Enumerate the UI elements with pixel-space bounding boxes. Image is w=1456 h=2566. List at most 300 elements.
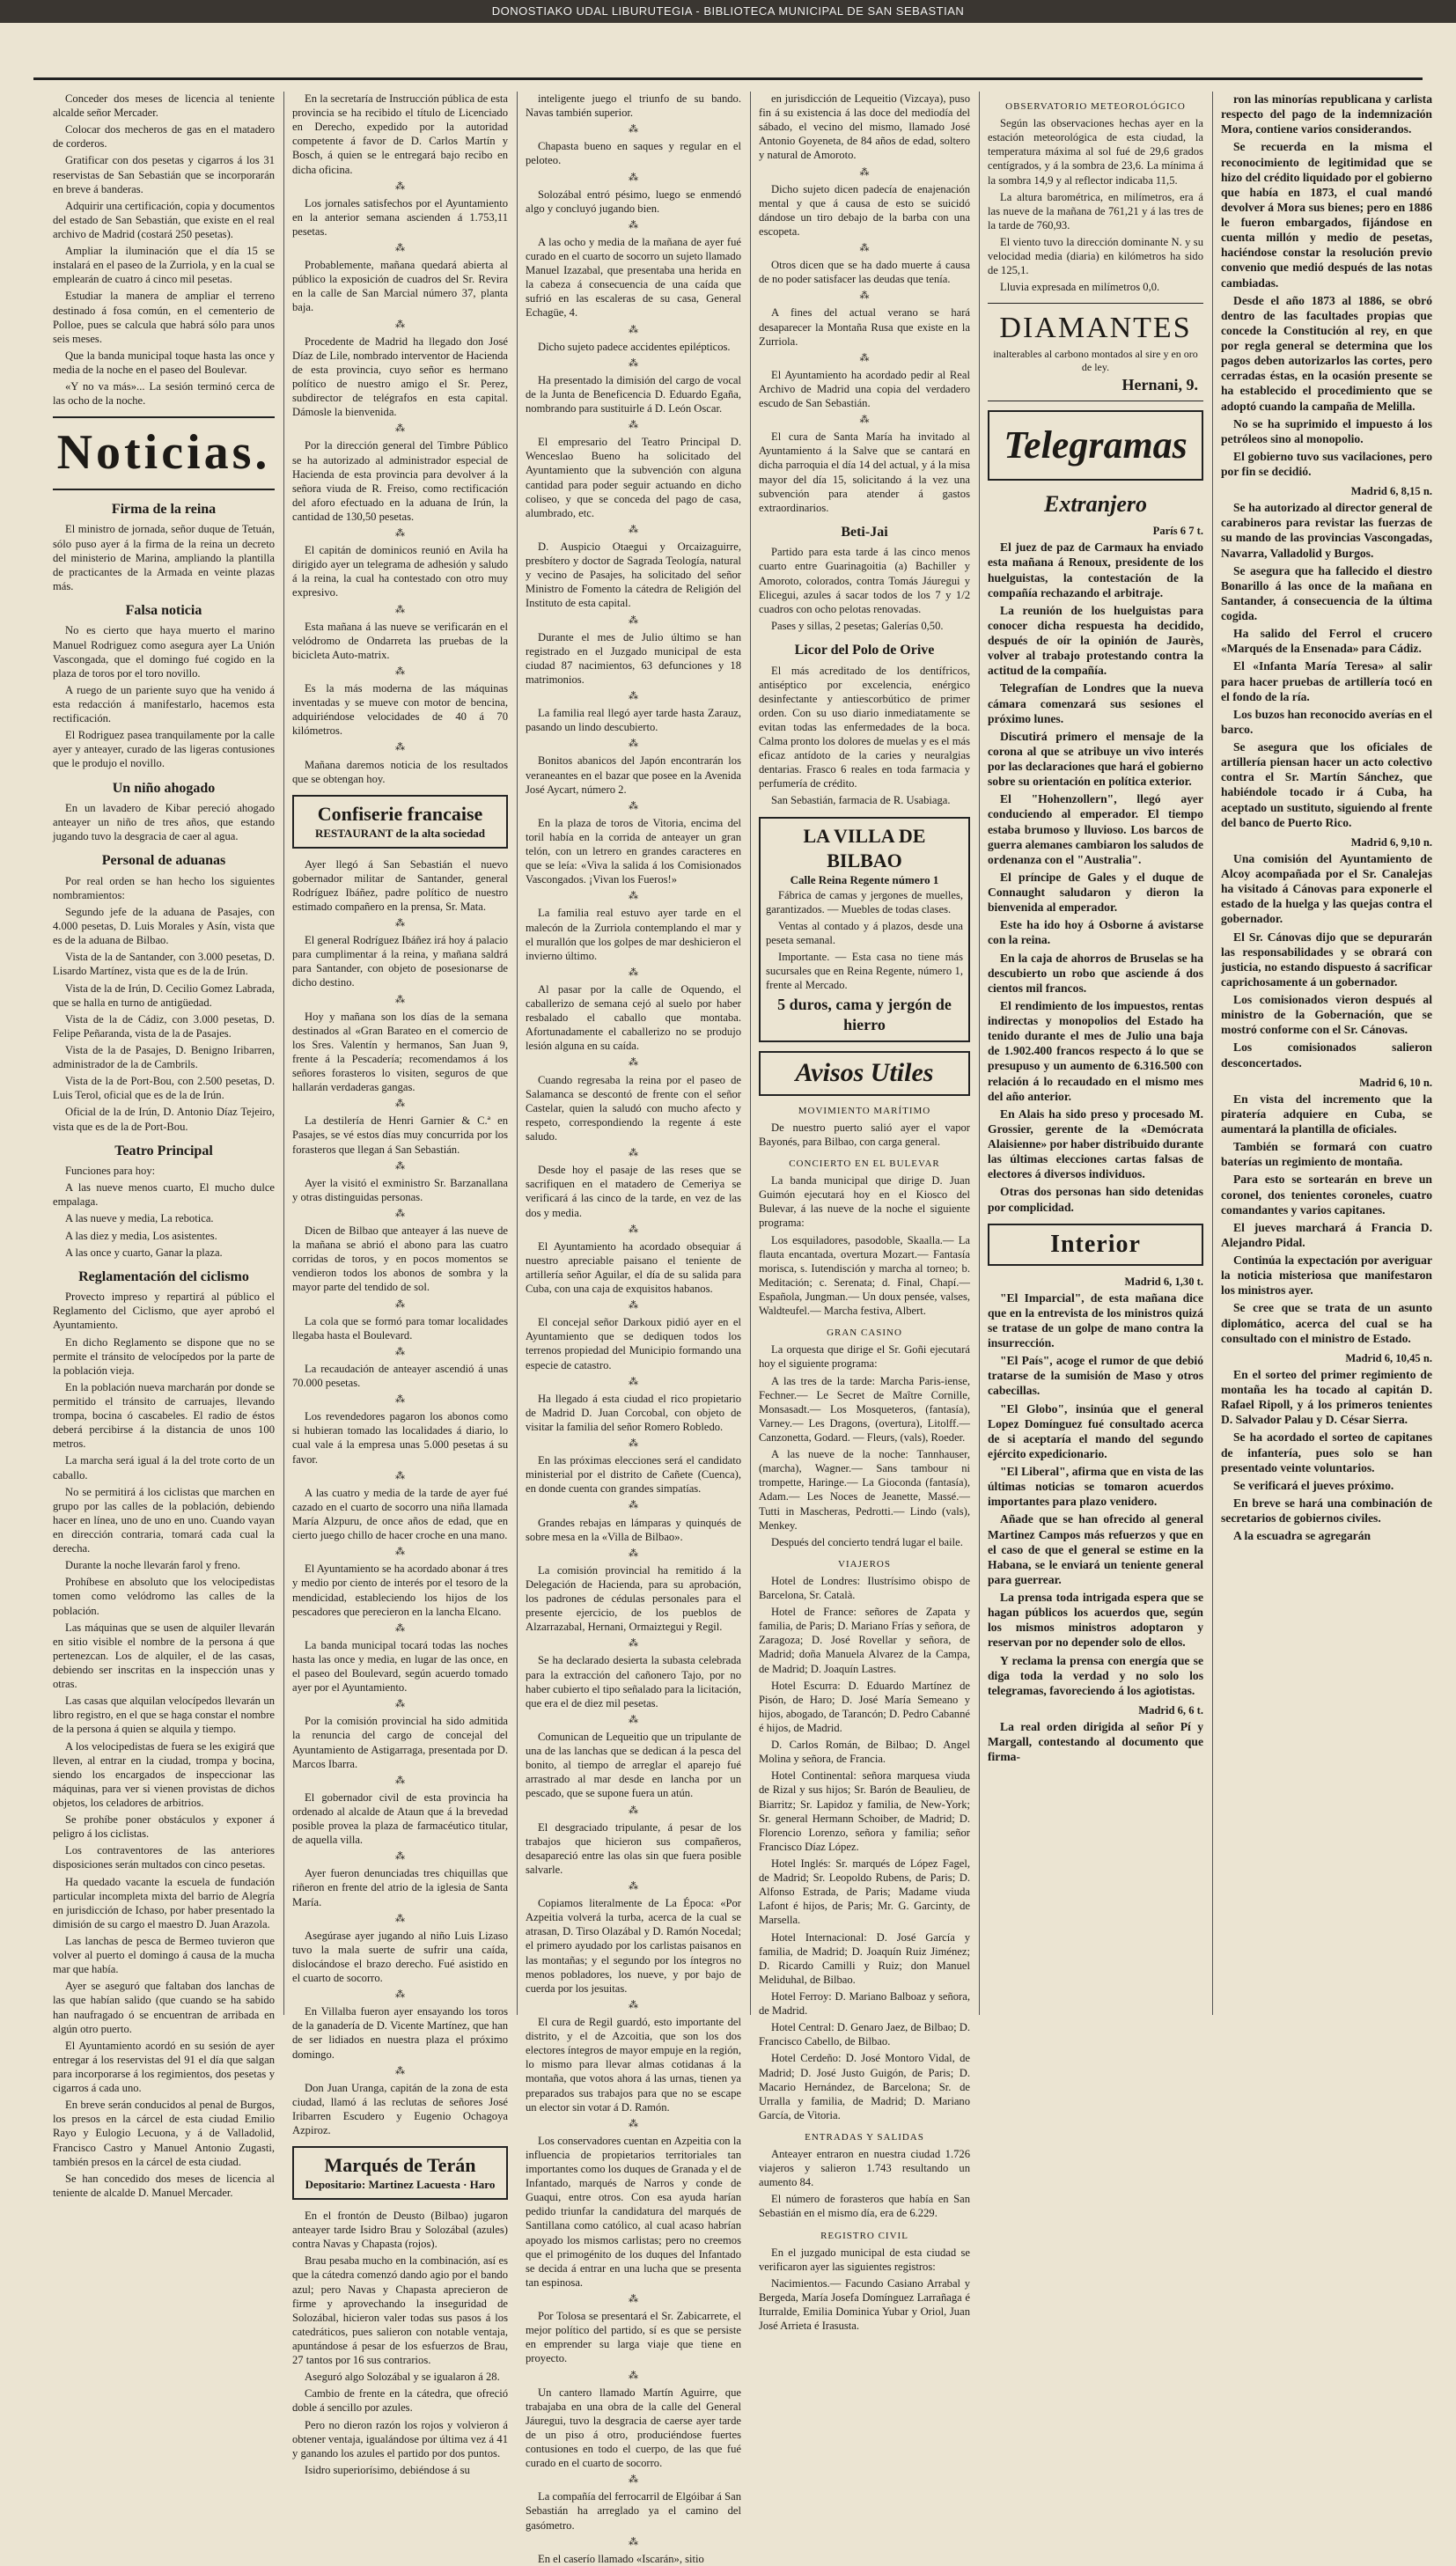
paragraph: Partido para esta tarde á las cinco menos cuarto entre Guarinagoitia (a) Bachiller y Amoroto, colorados, contra Tomás Jáuregui y Elicegui, azules á sacar todos de los 7 y 1/2 cuadros con ocho pelotas renovadas. (759, 546, 970, 615)
paragraph: El cura de Regil guardó, esto importante del distrito, y el de Azcoitia, que son los dos electores íntegros de mayor empuje en la región, lo mismo para llevar almas cotidanas á la montaña, que votos ahora á las urnas, tienen ya preparados sus trabajos para que no se escape un elector sin votar á D. Ramón. (526, 2015, 741, 2114)
telegram-dateline: Madrid 6, 10 n. (1359, 1076, 1432, 1089)
separator-asterism-icon: ⁂ (629, 967, 638, 978)
ad-villa-duros: 5 duros, cama y jergón de hierro (777, 996, 952, 1034)
telegram-paragraph: El gobierno tuvo sus vacilaciones, pero por fin se decidió. (1221, 449, 1432, 478)
separator-asterism-icon: ⁂ (859, 166, 870, 178)
telegram-paragraph: Discutirá primero el mensaje de la corona al que se atribuye un vivo interés por las declaraciones que hará el gobierno sobre su orientación en política exterior. (988, 729, 1203, 789)
paragraph: Los jornales satisfechos por el Ayuntamiento en la anterior semana ascienden á 1.753,11 pesetas. (292, 196, 508, 238)
separator-asterism-icon: ⁂ (629, 2118, 638, 2129)
news-items-a (292, 92, 508, 786)
paragraph: Solozábal entró pésimo, luego se enmendó algo y concluyó jugando bien. (526, 187, 741, 215)
paragraph: Se prohíbe poner obstáculos y exponer á peligro á los ciclistas. (53, 1813, 275, 1841)
paragraph: Vista de la de Pasajes, D. Benigno Iribarren, administrador de la de Cambrils. (53, 1044, 275, 1071)
paragraph: La cola que se formó para tomar localidades llegaba hasta el Boulevard. (292, 1314, 508, 1342)
article-licor (759, 664, 970, 808)
paragraph: Pases y sillas, 2 pesetas; Galerías 0,50. (771, 619, 944, 632)
paragraph: Oficial de la de Irún, D. Antonio Díaz Tejeiro, vista que es de la de Port-Bou. (53, 1106, 275, 1133)
paragraph: inteligente juego el triunfo de su bando. Navas también superior. (526, 92, 741, 120)
paragraph: Dicho sujeto padece accidentes epilépticos. (538, 340, 731, 353)
separator-asterism-icon: ⁂ (629, 1224, 638, 1235)
separator-asterism-icon: ⁂ (629, 1300, 638, 1312)
separator-asterism-icon: ⁂ (395, 1346, 405, 1357)
paragraph: La marcha será igual á la del trote corto de un caballo. (53, 1454, 275, 1482)
separator-asterism-icon: ⁂ (629, 1999, 638, 2011)
column-divider (1212, 92, 1213, 2015)
paragraph: Lluvia expresada en milímetros 0,0. (1000, 281, 1160, 294)
separator-asterism-icon: ⁂ (859, 243, 870, 254)
paragraph: Durante la noche llevarán farol y freno. (65, 1559, 240, 1572)
telegram-paragraph: Para esto se sortearán en breve un coronel, dos tenientes coroneles, cuatro comandantes y varios capitanes. (1221, 1173, 1432, 1217)
telegram-paragraph: A la escuadra se agregarán (1233, 1529, 1371, 1543)
paragraph: Hotel Cerdeño: D. José Montoro Vidal, de Madrid; D. José Justo Guigón, de Paris; D. Macario Hernández, de Barcelona; Sr. de Urralla y familia, de Madrid; D. Mariano García, de Vitoria. (759, 2052, 970, 2121)
paragraph: A los velocipedistas de fuera se les exigirá que lleven, al entrar en la ciudad, trompa y bocina, siendo los encargados de inspeccionar las máquinas, para ver si vienen provistas de dichos objetos, los celadores de arbitrios. (53, 1739, 275, 1809)
separator-asterism-icon: ⁂ (629, 420, 638, 431)
paragraph: Pero no dieron razón los rojos y volvieron á obtener ventaja, igualándose por última vez á 41 y ganando los azules el partido por dos puntos. (292, 2418, 508, 2459)
headline-gran-casino: GRAN CASINO (827, 1327, 902, 1339)
separator-asterism-icon: ⁂ (629, 524, 638, 535)
separator-asterism-icon: ⁂ (629, 324, 638, 335)
paragraph: Prohíbese en absoluto que los velocipedistas tomen como velódromo las calles de la población. (53, 1576, 275, 1617)
telegram-paragraph: Desde el año 1873 al 1886, se obró dentro de las facultades propias que concede la Constitución al rey, en que por regla general se determina que los pagos deben autorizarlos las cortes, pero cerradas éstas, en la ocasión presente se ha establecido el procedimiento que se adoptó cuando la campaña de Melilla. (1221, 293, 1432, 413)
paragraph: A las nueve y media, La rebotica. (65, 1212, 214, 1225)
telegram-paragraph: En Alais ha sido preso y procesado M. Grossier, gerente de la «Demócrata Alaisienne» por haber distribuido durante las últimas elecciones cartas falsas de electores á diversos individuos. (988, 1107, 1203, 1181)
separator-asterism-icon: ⁂ (629, 2370, 638, 2381)
separator-asterism-icon: ⁂ (859, 352, 870, 364)
column-1 (53, 92, 275, 2199)
telegram-paragraph: El jueves marchará á Francia D. Alejandro Pidal. (1221, 1220, 1432, 1249)
separator-asterism-icon: ⁂ (629, 2294, 638, 2305)
paragraph: Vista de la de Cádiz, con 3.000 pesetas, D. Felipe Peñaranda, vista de la de Pasajes. (53, 1012, 275, 1040)
article-concierto (759, 1173, 970, 1318)
interior-banner (988, 1224, 1203, 1266)
headline-nino-ahogado: Un niño ahogado (112, 780, 216, 796)
paragraph: Isidro superiorísimo, debiéndose á su (305, 2463, 470, 2476)
column-4 (759, 92, 970, 2333)
separator-asterism-icon: ⁂ (629, 614, 638, 626)
separator-asterism-icon: ⁂ (629, 1714, 638, 1725)
paragraph: El concejal señor Darkoux pidió ayer en el Ayuntamiento que se dediquen todos los terrenos propiedad del Municipio formando una especie de catastro. (526, 1316, 741, 1371)
article-beti-jai (759, 545, 970, 633)
paragraph: Ha llegado á esta ciudad el rico propietario de Madrid D. Juan Corcobal, con objeto de visitar la familia del señor Romero Robledo. (526, 1392, 741, 1433)
paragraph: Según las observaciones hechas ayer en la estación meteorológica de esta ciudad, la temperatura máxima al sol fué de 29,6 grados centígrados, y á la sombra de 23,6. La mínima á la sombra 14,9 y al reflector indicaba 11,5. (988, 117, 1203, 187)
paragraph: Por Tolosa se presentará el Sr. Zabicarrete, el mejor político del partido, sí es que se persiste en emprender su larga viaje que tiene en proyecto. (526, 2310, 741, 2365)
paragraph: El Rodriguez pasea tranquilamente por la calle ayer y anteayer, curado de las ligeras contusiones que le produjo el novillo. (53, 729, 275, 770)
separator-asterism-icon: ⁂ (629, 1881, 638, 1893)
paragraph: «Y no va más»... La sesión terminó cerca de las ocho de la noche. (53, 380, 275, 408)
telegramas-banner (988, 410, 1203, 481)
headline-falsa-noticia: Falsa noticia (125, 602, 202, 618)
article-entradas (759, 2147, 970, 2221)
paragraph: Hotel de Londres: Ilustrísimo obispo de Barcelona, Sr. Català. (759, 1574, 970, 1602)
paragraph: Importante. — Esta casa no tiene más sucursales que en Reina Regente, número 1, frente al Mercado. (766, 950, 963, 992)
paragraph: El empresario del Teatro Principal D. Wenceslao Bueno ha solicitado del Ayuntamiento que la subvención con alguna cantidad para poder seguir actuando en dicho coliseo, y que se conceda del pago de casa, alumbrado, etc. (526, 436, 741, 519)
telegram-dateline: Madrid 6, 8,15 n. (1350, 485, 1432, 498)
paragraph: Ayer se aseguró que faltaban dos lanchas de las que habían salido (que cuando se ha sabido han naufragado ó se encuentran de arribada en algún otro puerto. (53, 1980, 275, 2035)
telegram-dateline: Madrid 6, 9,10 n. (1350, 835, 1432, 849)
telegram-paragraph: Se asegura que ha fallecido el diestro Bonarillo á las once de la mañana en Santander, á consecuencia de la última cogida. (1221, 563, 1432, 623)
paragraph: Los revendedores pagaron los abonos como si hubieran tomado las localidades á diario, lo cual vale á la empresa unas 5.000 pesetas á su favor. (292, 1410, 508, 1466)
paragraph: El capitán de dominicos reunió en Avila ha dirigido ayer un telegrama de adhesión y saludo á la reina, la cual ha contestado con otro muy expresivo. (292, 544, 508, 599)
paragraph: El desgraciado tripulante, á pesar de los trabajos que hicieron sus compañeros, desapareció entre las olas sin que fuera posible salvarle. (526, 1820, 741, 1876)
paragraph: Segundo jefe de la aduana de Pasajes, con 4.000 pesetas, D. Luis Morales y Asín, vista que es de la aduana de Bilbao. (53, 906, 275, 947)
ad-confiserie (292, 795, 508, 849)
separator-asterism-icon: ⁂ (629, 1805, 638, 1816)
separator-asterism-icon: ⁂ (395, 1913, 405, 1924)
separator-asterism-icon: ⁂ (629, 1376, 638, 1387)
paragraph: Ayer la visitó el exministro Sr. Barzanallana y otras distinguidas personas. (292, 1176, 508, 1203)
telegram-dateline: París 6 7 t. (1152, 525, 1203, 538)
telegram-paragraph: Los comisionados vieron después al ministro de la Gobernación, que se mostró conforme con el Sr. Cánovas. (1221, 993, 1432, 1037)
headline-registro: REGISTRO CIVIL (820, 2230, 908, 2241)
separator-asterism-icon: ⁂ (395, 1099, 405, 1110)
paragraph: Hotel de France: señores de Zapata y familia, de Paris; D. Mariano Frías y señora, de Zaragoza; D. José Rovellar y señora, de Madrid; doña Manuela Alvarez de la Campa, de Madrid; D. Joaquín Lastres. (759, 1606, 970, 1675)
news-items-b (292, 857, 508, 2138)
paragraph: Cuando regresaba la reina por el paseo de Salamanca se descontó de frente con el señor Castelar, quien la saludó con mucho afecto y respeto, correspondiendo la regente á este saludo. (526, 1073, 741, 1143)
column-divider (283, 92, 284, 2015)
separator-asterism-icon: ⁂ (395, 243, 405, 254)
separator-asterism-icon: ⁂ (395, 1394, 405, 1406)
paragraph: Colocar dos mecheros de gas en el matadero de corderos. (53, 123, 275, 151)
ad-villa-body (766, 888, 963, 993)
paragraph: A las tres de la tarde: Marcha Paris-iense, Fechner.— Le Secret de Maître Cornille, Monsasadt.— Los Mosqueteros, (fantasía), Varney.— Les Dragons, (overtura), Litolff.— Canzonetta, Godard. — Fleurs, (vals), Roeder. (759, 1374, 970, 1444)
paragraph: En el juzgado municipal de esta ciudad se verificaron ayer las siguientes registros: (759, 2246, 970, 2273)
paragraph: Aseguró algo Solozábal y se igualaron á 28. (305, 2371, 500, 2384)
paragraph: El viento tuvo la dirección dominante N. y su velocidad media (diaria) en kilómetros ha sido de 125,1. (988, 235, 1203, 277)
telegrams-extranjero (988, 524, 1203, 996)
telegram-paragraph: El príncipe de Gales y el duque de Connaught saludaron y dieron la bienvenida al emperador. (988, 870, 1203, 915)
telegram-paragraph: "El Liberal", afirma que en vista de las últimas noticias se tomaron acuerdos importantes para plazo venidero. (988, 1465, 1203, 1509)
telegram-paragraph: Se ha acordado el sorteo de capitanes de infantería, pues solo se han presentado veinte voluntarios. (1221, 1430, 1432, 1474)
headline-extranjero: Extranjero (1043, 490, 1148, 517)
separator-asterism-icon: ⁂ (629, 172, 638, 183)
paragraph: El Ayuntamiento acordó en su sesión de ayer entregar á los reservistas del 91 el día que salgan para incorporarse á los regimientos, dos pesetas y cigarros á cada uno. (53, 2039, 275, 2095)
separator-asterism-icon: ⁂ (395, 1699, 405, 1710)
paragraph: Después del concierto tendrá lugar el baile. (771, 1535, 963, 1548)
paragraph: En breve serán conducidos al penal de Burgos, los presos en la cárcel de esta ciudad Emilio Rayo y Eulogio Lecuona, y á de Valladolid, Francisco Castro y Manuel Antonio Zugasti, también presos en la cárcel de esta ciudad. (53, 2099, 275, 2168)
separator-asterism-icon: ⁂ (629, 1148, 638, 1159)
separator-asterism-icon: ⁂ (395, 1160, 405, 1172)
paragraph: El número de forasteros que había en San Sebastián en el mismo día, era de 6.229. (759, 2193, 970, 2220)
telegram-paragraph: Se verificará el jueves próximo. (1233, 1478, 1394, 1492)
paragraph: El Ayuntamiento se ha acordado abonar á tres y medio por ciento de interés por el tesoro de la mendicidad, estableciendo los hijos de los pescadores que perecieron en la lancha Elcano. (292, 1562, 508, 1618)
article-ciclismo (53, 1290, 275, 2200)
paragraph: Se han concedido dos meses de licencia al teniente de alcalde D. Manuel Mercader. (53, 2172, 275, 2199)
paragraph: Los esquiladores, pasodoble, Skaalla.— La flauta encantada, overtura Mozart.— Fantasía morisca, s. Iutendisción y marcha al torneo; b. Meditación; c. Serenata; d. Final, Chapí.— Española, Jungman.— Un doux pensée, valses, Waldteufel.— Marcha festiva, Albert. (759, 1233, 970, 1318)
headline-beti-jai: Beti-Jai (841, 524, 888, 540)
telegram-paragraph: La reunión de los huelguistas para conocer dicha respuesta ha decidido, después de oír la opinión de Jaurès, volver al trabajo protestando contra la actitud de la compañía. (988, 603, 1203, 678)
headline-maritimo: MOVIMIENTO MARÍTIMO (798, 1105, 931, 1116)
paragraph: A las diez y media, Los asistentes. (65, 1229, 217, 1242)
telegram-paragraph: También se formará con cuatro baterías un regimiento de montaña. (1221, 1140, 1432, 1169)
paragraph: Estudiar la manera de ampliar el terreno destinado á fosa común, en el cementerio de Polloe, pues se calcula que habrá sólo para unos seis meses. (53, 290, 275, 345)
telegram-paragraph: Y reclama la prensa con energía que se diga toda la verdad y no solo los telegramas, favoreciendo á los agiotistas. (988, 1653, 1203, 1697)
paragraph: Ayer llegó á San Sebastián el nuevo gobernador militar de Santander, general Rodríguez Ibáñez, padre político de nuestro estimado compañero en la prensa, Sr. Mata. (292, 857, 508, 913)
headline-viajeros: VIAJEROS (838, 1558, 891, 1570)
paragraph: Dicho sujeto dicen padecía de enajenación mental y que á causa de esto se suicidó dándose un tiro debajo de la barba con una escopeta. (759, 182, 970, 238)
paragraph: A las nueve de la noche: Tannhauser, (marcha), Wagner.— Sans tambour ni trompette, Haringe.— La Gioconda (fantasía), Adam.— Les Noces de Jeanette, Massé.— Tutti in Mascheras, Pedrotti.— Lindo (vals), Menkey. (759, 1448, 970, 1532)
telegram-paragraph: En vista del incremento que la piratería adquiere en Cuba, se aumentará la plantilla de oficiales. (1221, 1092, 1432, 1136)
paragraph: Comunican de Lequeitio que un tripulante de una de las lanchas que se dedican á la pesca del bonito, al tiempo de arreglar el aparejo fué arrastrado al mar desde en lancha por un pescado, que se supone fuera un atún. (526, 1730, 741, 1800)
paragraph: Las máquinas que se usen de alquiler llevarán en sitio visible el nombre de la persona á que pertenezcan. Los de alquiler, el de las casas, debiendo ser inscritas en la inspección unas y otras. (53, 1621, 275, 1691)
paragraph: Las lanchas de pesca de Bermeo tuvieron que volver al puerto el domingo á causa de la mucha mar que había. (53, 1934, 275, 1976)
telegram-paragraph: En la caja de ahorros de Bruselas se ha descubierto un robo que asciende á dos cientos mil francos. (988, 951, 1203, 995)
separator-asterism-icon: ⁂ (395, 1989, 405, 2001)
telegram-paragraph: El rendimiento de los impuestos, rentas indirectas y monopolios del Estado ha tenido durante el mes de Julio una baja de 1.902.400 francos respecto á lo que se presupuso y un aumento de 6.316.500 con relación á lo recaudado en el mismo mes del año anterior. (988, 998, 1203, 1103)
paragraph: En la secretaría de Instrucción pública de esta provincia se ha recibido el título de Licenciado en Derecho, expedido por la autoridad competente á favor de D. Carlos Martín y Bosch, á quien se le entregará bajo recibo en dicha oficina. (292, 92, 508, 176)
section-title-noticias: Noticias. (53, 416, 275, 490)
paragraph: La altura barométrica, en milímetros, era á las nueve de la mañana de 761,21 y á las tres de la tarde de 760,93. (988, 190, 1203, 232)
paragraph: Fábrica de camas y jergones de muelles, garantizados. — Muebles de todas clases. (766, 888, 963, 915)
paragraph: No es cierto que haya muerto el marino Manuel Rodriguez como asegura ayer La Unión Vascongada, que el domingo fué cogido en la plaza de toros por el toro novillo. (53, 624, 275, 680)
paragraph: En las próximas elecciones será el candidato ministerial por el distrito de Cañete (Cuenca), en donde cuenta con grandes simpatías. (526, 1454, 741, 1496)
article-maritimo: De nuestro puerto salió ayer el vapor Bayonés, para Bilbao, con carga general. (759, 1121, 970, 1148)
paragraph: Hotel Ferroy: D. Mariano Balboaz y señora, de Madrid. (759, 1989, 970, 2018)
separator-asterism-icon: ⁂ (395, 2065, 405, 2077)
paragraph: Cambio de frente en la cátedra, que ofreció doble á sencillo por azules. (292, 2387, 508, 2415)
avisos-utiles-title: Avisos Utiles (795, 1058, 934, 1088)
paragraph: en jurisdicción de Lequeitio (Vizcaya), puso fin á su existencia á las doce del mediodía del sábado, el vecino del mismo, llamado José Antonio Goyeneta, de 84 años de edad, soltero y natural de Amoroto. (759, 92, 970, 162)
separator-asterism-icon: ⁂ (629, 357, 638, 369)
paragraph: Hoy y mañana son los días de la semana destinados al «Gran Barateo en el comercio de los Sres. Valentín y hermanos, San Juan 9, frente á la Pescadería; recomendamos á los señores forasteros lo visiten, seguros de que hallarán verdaderas gangas. (292, 1010, 508, 1094)
paragraph: A las nueve menos cuarto, El mucho dulce empalaga. (53, 1181, 275, 1209)
article-aduanas (53, 874, 275, 1134)
ad-diamantes-address: Hernani, 9. (1121, 375, 1198, 393)
telegram-paragraph: En breve se hará una combinación de secretarios de gobiernos civiles. (1221, 1496, 1432, 1526)
paragraph: Que la banda municipal toque hasta las once y media de la noche en el paseo del Boulevar. (53, 349, 275, 376)
paragraph: Asegúrase ayer jugando al niño Luis Lizaso tuvo la mala suerte de sufrir una caída, dislocándose el brazo derecho. Fué asistido en el cuarto de socorro. (292, 1929, 508, 1985)
telegram-paragraph: Telegrafían de Londres que la nueva cámara comenzará sus sesiones el próximo lunes. (988, 681, 1203, 725)
ad-confiserie-subtitle: RESTAURANT de la alta sociedad (314, 826, 486, 840)
headline-licor: Licor del Polo de Orive (794, 643, 935, 658)
column-divider (750, 92, 751, 2015)
separator-asterism-icon: ⁂ (629, 739, 638, 750)
separator-asterism-icon: ⁂ (395, 1547, 405, 1558)
paragraph: Hotel Continental: señora marquesa viuda de Rizal y sus hijos; Sr. Barón de Beaulieu, de Biarritz; Sr. Lapidoz y familia, de New-York; Sr. general Hermann Schoiber, de Madrid; D. Florencio Lorenzo, señora y familia; señor Francisco Díaz López. (759, 1769, 970, 1853)
separator-asterism-icon: ⁂ (395, 528, 405, 540)
paragraph: El Ayuntamiento ha acordado obsequiar á nuestro apreciable paisano el teniente de artillería señor Aguilar, el día de su salida para Cuba, con una caja de exquisitos habanos. (526, 1239, 741, 1296)
telegram-dateline: Madrid 6, 1,30 t. (1124, 1275, 1203, 1288)
headline-observatorio: OBSERVATORIO METEOROLÓGICO (1005, 101, 1186, 112)
telegram-paragraph: La real orden dirigida al señor Pí y Margall, contestando al documento que firma- (988, 1720, 1203, 1764)
paragraph: Bonitos abanicos del Japón encontrarán los veraneantes en el bazar que posee en la Avenida José Aycart, número 2. (526, 754, 741, 796)
separator-asterism-icon: ⁂ (395, 423, 405, 435)
headline-ciclismo: Reglamentación del ciclismo (78, 1268, 249, 1284)
telegram-paragraph: "El Globo", insinúa que el general Lopez Domínguez fué consultado acerca de si aceptaría el mando del segundo ejército expedicionario. (988, 1401, 1203, 1460)
paragraph: Grandes rebajas en lámparas y quinqués de sobre mesa en la «Villa de Bilbao». (526, 1516, 741, 1543)
paragraph: Mañana daremos noticia de los resultados que se obtengan hoy. (292, 758, 508, 785)
headline-aduanas: Personal de aduanas (101, 853, 226, 869)
separator-asterism-icon: ⁂ (395, 1775, 405, 1786)
top-rule (33, 77, 1423, 80)
separator-asterism-icon: ⁂ (629, 2536, 638, 2548)
telegram-paragraph: Ha salido del Ferrol el crucero «Marqués de la Ensenada» para Cádiz. (1221, 627, 1432, 656)
telegram-paragraph: Se recuerda en la misma el reconocimiento de legitimidad que se hizo del crédito liquidado por el gobierno que había en 1873, el cual mandó devolver á Mora sus bienes; pero en 1886 le fueron embargados, fijándose en cuenta millón y medio de pesetas, haciéndose constar la resolución previo convenio que medió después de las notas cambiadas. (1221, 140, 1432, 290)
paragraph: La familia real estuvo ayer tarde en el malecón de la Zurriola contemplando el mar y el murallón que los golpes de mar deshicieron el invierno último. (526, 907, 741, 962)
ad-diamantes-title: DIAMANTES (999, 312, 1192, 345)
paragraph: No se permitirá á los ciclistas que marchen en grupo por las calles de la población, debiendo hacer en línea, uno de uno en uno. Cuando vayan en dirección contraria, tomará cada cual la derecha. (53, 1485, 275, 1555)
article-teatro (53, 1164, 275, 1260)
paragraph: La familia real llegó ayer tarde hasta Zarauz, pasando un lindo descubierto. (526, 707, 741, 734)
separator-asterism-icon: ⁂ (629, 691, 638, 702)
separator-asterism-icon: ⁂ (629, 1638, 638, 1650)
paragraph: Vista de la de Port-Bou, con 2.500 pesetas, D. Luis Terol, oficial que es de la de Irún. (53, 1075, 275, 1102)
paragraph: Hotel Internacional: D. José García y familia, de Madrid; D. Joaquín Ruiz Jiménez; D. Ricardo Camilli y Ruiz; don Manuel Meliduhal, de Bilbao. (759, 1930, 970, 1986)
paragraph: El más acreditado de los dentífricos, antiséptico por excelencia, enérgico desinfectante y antiescorbútico de primer orden. Con su uso diario inmediatamente se evitan todas las enfermedades de la boca. Calma pronto los dolores de muelas y es el más eficaz antídoto de la caries y neuralgias dentarias. Frasco 6 reales en toda farmacia y perfumería de crédito. (759, 664, 970, 790)
paragraph: A las once y cuarto, Ganar la plaza. (65, 1246, 223, 1259)
telegram-paragraph: El «Infanta María Teresa» al salir para hacer pruebas de artillería tocó en el fondo de la ría. (1221, 659, 1432, 703)
telegram-paragraph: El "Hohenzollern", llegó ayer conduciendo al emperador. El tiempo estaba brumoso y lluvioso. Los barcos de guerra alemanes cambiaron los saludos de ordenanza con el "Australia". (988, 792, 1203, 866)
paragraph: Hotel Central: D. Genaro Jaez, de Bilbao; D. Francisco Cabello, de Bilbao. (759, 2021, 970, 2048)
article-registro (759, 2246, 970, 2334)
telegram-paragraph: "El País", acoge el rumor de que debió tratarse de la sumisión de Maso y otros cabecillas. (988, 1354, 1203, 1398)
separator-asterism-icon: ⁂ (395, 180, 405, 192)
telegrams-interior (988, 1275, 1203, 1765)
paragraph: Otros dicen que se ha dado muerte á causa de no poder satisfacer las deudas que tenía. (759, 259, 970, 286)
article-gran-casino (759, 1342, 970, 1549)
separator-asterism-icon: ⁂ (395, 742, 405, 754)
paragraph: La comisión provincial ha remitido á la Delegación de Hacienda, para su aprobación, los padrones de cédulas personales para el presente ejercicio, de los pueblos de Alzarrazabal, Hernani, Ormaiztegui y Regil. (526, 1563, 741, 1634)
paragraph: A ruego de un pariente suyo que ha venido á esta redacción á manifestarlo, hacemos esta rectificación. (53, 683, 275, 725)
interior-title: Interior (1050, 1230, 1141, 1258)
paragraph: A las ocho y media de la mañana de ayer fué curado en el cuarto de socorro un sujeto llamado Manuel Izazabal, que presentaba una herida en la cabeza á consecuencia de una caída que sufrió en las escaleras de su casa, General Echagüe, 4. (526, 235, 741, 320)
paragraph: Desde hoy el pasaje de las reses que se sacrifiquen en el matadero de Cemeriya se verificará á las cinco de la tarde, en vez de las dos y media. (526, 1164, 741, 1219)
telegram-paragraph: Se ha autorizado al director general de carabineros para revistar las fuerzas de su mando de las provincias Vascongadas, Navarra, Valladolid y Burgos. (1221, 501, 1432, 560)
paragraph: Adquirir una certificación, copia y documentos del estado de San Sebastián, que existe en el real archivo de Madrid (costará 250 pesetas). (53, 199, 275, 240)
separator-asterism-icon: ⁂ (395, 994, 405, 1005)
paragraph: El gobernador civil de esta provincia ha ordenado al alcalde de Ataun que á la brevedad posible provea la plaza de farmacéutico titular, de aquella villa. (292, 1790, 508, 1847)
paragraph: Hotel Escurra: D. Eduardo Martínez de Pisón, de Haro; D. José María Semeano y hijos, abogado, de Tarancón; D. Pedro Cabanné é hijos, de Madrid. (759, 1679, 970, 1734)
paragraph: Gratificar con dos pesetas y cigarros á los 31 reservistas de San Sebastián que se incorporarán en breve á banderas. (53, 154, 275, 195)
telegram-dateline: Madrid 6, 6 t. (1138, 1703, 1203, 1717)
separator-asterism-icon: ⁂ (629, 219, 638, 231)
telegram-paragraph: El Sr. Cánovas dijo que se depurarán las responsabilidades y se obrará con justicia, no estando dispuesto á sacrificar caprichosamente á un gobernador. (1221, 930, 1432, 989)
separator-asterism-icon: ⁂ (395, 1298, 405, 1310)
paragraph: Vista de la de Santander, con 3.000 pesetas, D. Lisardo Martínez, vista que es de la de Irún. (53, 951, 275, 978)
paragraph: Dicen de Bilbao que anteayer á las nueve de la mañana se abrió el abono para las cuatro corridas de toros, y en pocos momentos se vendieron todos los abonos de sombra y la mayor parte del tendido de sol. (292, 1224, 508, 1294)
telegrams-extranjero-b (988, 998, 1203, 1215)
column-3 (526, 92, 741, 2565)
telegram-paragraph: Otras dos personas han sido detenidas por complicidad. (988, 1185, 1203, 1214)
paragraph: Durante el mes de Julio último se han registrado en el Juzgado municipal de esta ciudad 87 nacimientos, 63 defunciones y 18 matrimonios. (526, 630, 741, 686)
paragraph: Ha presentado la dimisión del cargo de vocal de la Junta de Beneficencia D. Eduardo Egaña, nombrando para sustituirle á D. León Oscar. (526, 373, 741, 415)
paragraph: Los conservadores cuentan en Azpeitia con la influencia de propietarios territoriales tan importantes como los duques de Granada y el de Infantado, marqués de Narros y conde de Guaqui, entre otros. Con esa ayuda harían pedido triunfar la candidatura del marqués de Santillana como católico, al cual acaso habrían apoyado los mismos carlistas; pero no creemos que el primogénito de los duques del Infantado se decida á entrar en una lucha que se presenta tan espinosa. (526, 2134, 741, 2289)
paragraph: La banda municipal tocará todas las noches hasta las once y media, en lugar de las once, en el paseo del Boulevard, según acuerdo tomado ayer por el Ayuntamiento. (292, 1638, 508, 1695)
separator-asterism-icon: ⁂ (395, 1851, 405, 1863)
separator-asterism-icon: ⁂ (395, 665, 405, 677)
separator-asterism-icon: ⁂ (395, 918, 405, 929)
article-falsa-noticia (53, 623, 275, 770)
column-5 (988, 92, 1203, 2015)
avisos-utiles-banner (759, 1051, 970, 1095)
separator-asterism-icon: ⁂ (629, 1438, 638, 1450)
telegram-paragraph: "El Imparcial", de esta mañana dice que en la entrevista de los ministros quizá se tratase de un golpe de mano contra la insurrección. (988, 1290, 1203, 1350)
paragraph: El Ayuntamiento ha acordado pedir al Real Archivo de Madrid una copia del verdadero escudo de San Sebastián. (759, 368, 970, 410)
separator-asterism-icon: ⁂ (395, 1622, 405, 1634)
column-6 (1221, 92, 1432, 2015)
telegram-paragraph: Continúa la expectación por averiguar la noticia misteriosa que manifestaron los ministros ayer. (1221, 1254, 1432, 1298)
archive-header: DONOSTIAKO UDAL LIBURUTEGIA - BIBLIOTECA MUNICIPAL DE SAN SEBASTIAN (0, 0, 1456, 23)
paragraph: Funciones para hoy: (65, 1165, 156, 1178)
separator-asterism-icon: ⁂ (859, 290, 870, 302)
paragraph: Ventas al contado y á plazos, desde una peseta semanal. (766, 919, 963, 946)
paragraph: Es la más moderna de las máquinas inventadas y se mueve con motor de bencina, adquiriéndose velocidades de 40 á 70 kilómetros. (292, 682, 508, 738)
telegram-paragraph: No se ha suprimido el impuesto á los petróleos sino al monopolio. (1221, 416, 1432, 445)
paragraph: A las cuatro y media de la tarde de ayer fué cazado en el cuarto de socorro una niña llamada María Alzpuru, de once años de edad, que en cierto juego chillo de hacer croche en una mano. (292, 1486, 508, 1542)
telegram-paragraph: En el sorteo del primer regimiento de montaña les ha tocado al capitán D. Rafael Ripoll, y á los primeros tenientes D. Salvador Palau y D. César Sierra. (1221, 1367, 1432, 1427)
paragraph: Los contraventores de las anteriores disposiciones serán multados con cinco pesetas. (53, 1844, 275, 1871)
telegram-dateline: Madrid 6, 10,45 n. (1345, 1351, 1432, 1364)
news-items (526, 92, 741, 2566)
separator-asterism-icon: ⁂ (629, 1548, 638, 1559)
telegram-paragraph: Añade que se han ofrecido al general Martinez Campos más refuerzos y que en el caso de que el general se estime en la Habana, se le enviará un teniente general para guerrear. (988, 1512, 1203, 1586)
ad-teran-title: Marqués de Terán (324, 2154, 476, 2177)
paragraph: Un cantero llamado Martín Aguirre, que trabajaba en una obra de la calle del General Jáuregui, tuvo la desgracia de caerse ayer tarde de un piso á otro, produciéndose fuertes contusiones en todo el cuerpo, de las que fué curado en el cuarto de socorro. (526, 2386, 741, 2470)
separator-asterism-icon: ⁂ (629, 2474, 638, 2486)
paragraph: El cura de Santa María ha invitado al Ayuntamiento á la Salve que se cantará en dicha parroquia el día 14 del actual, y á la misa mayor del día 15, solicitando á la vez una subvención para atender á gastos extraordinarios. (759, 430, 970, 514)
paragraph: Por la dirección general del Timbre Público se ha autorizado al administrador especial de Hacienda de esta provincia para devolver á la señora viuda de R. Freiso, como rectificación del aforo efectuado en la aduana de Irún, la cantidad de 130,50 pesetas. (292, 439, 508, 523)
paragraph: En Villalba fueron ayer ensayando los toros de la ganadería de D. Vicente Martínez, que han de ser lidiados en nuestra plaza el próximo domingo. (292, 2005, 508, 2061)
article-nino-ahogado: En un lavadero de Kibar pereció ahogado anteayer un niño de tres años, que estando jugando tuvo la desgracia de caer al agua. (53, 802, 275, 843)
article-viajeros (759, 1574, 970, 2122)
telegrams-continued (1221, 92, 1432, 1543)
separator-asterism-icon: ⁂ (629, 800, 638, 812)
paragraph: La orquesta que dirige el Sr. Goñi ejecutará hoy el siguiente programa: (759, 1343, 970, 1371)
telegramas-title: Telegramas (1004, 423, 1188, 467)
separator-asterism-icon: ⁂ (859, 415, 870, 426)
paragraph: Vista de la de Irún, D. Cecilio Gomez Labrada, que se halla en turno de antigüedad. (53, 982, 275, 1009)
paragraph: Ha quedado vacante la escuela de fundación particular incompleta mixta del barrio de Alegría en jurisdicción de Ichaso, por haber presentado la dimisión de su cargo el maestro D. Juan Arazola. (53, 1875, 275, 1930)
paragraph: Brau pesaba mucho en la combinación, así es que la cátedra comenzó dando agio por el bando azul; pero Navas y Chapasta aprecieron de firme y aprovechando la inseguridad de Solozábal, hicieron valer todas sus pasos á los catedráticos, pues salieron con notable ventaja, apuntándose á pesar de los esfuerzos de Brau, 27 tantos por 16 sus contrarios. (292, 2254, 508, 2367)
intro-list (53, 92, 275, 408)
ad-villa-bilbao (759, 817, 970, 1043)
paragraph: Procedente de Madrid ha llegado don José Díaz de Lile, nombrado interventor de Hacienda de esta provincia, cuyo señor es hermano político de nuestro amigo el Sr. Perez, subdirector de telégrafos en esta capital. Dámosle la bienvenida. (292, 335, 508, 419)
news-items-c (292, 2209, 508, 2477)
paragraph: En dicho Reglamento se dispone que no se permite el tránsito de velocípedos por la parte de la población vieja. (53, 1335, 275, 1377)
paragraph: San Sebastián, farmacia de R. Usabiaga. (771, 794, 951, 807)
separator-asterism-icon: ⁂ (629, 1500, 638, 1511)
separator-asterism-icon: ⁂ (395, 319, 405, 330)
separator-asterism-icon: ⁂ (395, 1208, 405, 1219)
telegram-paragraph: Una comisión del Ayuntamiento de Alcoy acompañada por el Sr. Canalejas ha visitado á Cánovas para exponerle el estado de la huelga y las quejas contra el gobernador. (1221, 851, 1432, 926)
paragraph: Nacimientos.— Facundo Casiano Arrabal y Bergeda, María Josefa Domínguez Larrañaga é Iturralde, Emilia Dominica Yubar y Oriol, Juan José Arrieta é Irasusta. (759, 2276, 970, 2333)
paragraph: En el caserío llamado «Iscarán», sitio (538, 2552, 704, 2565)
column-2 (292, 92, 508, 2476)
ad-teran-subtitle: Depositario: Martinez Lacuesta · Haro (305, 2178, 496, 2192)
separator-asterism-icon: ⁂ (629, 124, 638, 136)
telegram-paragraph: La prensa toda intrigada espera que se hagan públicos los acuerdos que, según los mismos ministros adoptaron y reservan por no depender solo de ellos. (988, 1591, 1203, 1650)
telegram-paragraph: Los comisionados salieron desconcertados. (1221, 1040, 1432, 1070)
column-divider (979, 92, 980, 2015)
telegram-paragraph: Los buzos han reconocido averías en el barco. (1221, 707, 1432, 736)
telegram-paragraph: Este ha ido hoy á Osborne á avistarse con la reina. (988, 918, 1203, 947)
paragraph: Por la comisión provincial ha sido admitida la renuncia del cargo de concejal del Ayuntamiento de Astigarraga, presentada por D. Marcos Ibarra. (292, 1715, 508, 1770)
telegram-paragraph: El juez de paz de Carmaux ha enviado esta mañana á Renoux, presidente de los huelguistas, la contestación de la compañía rechazando el arbitraje. (988, 540, 1203, 599)
paragraph: Anteayer entraron en nuestra ciudad 1.726 viajeros y salieron 1.743 resultando un aumento 84. (759, 2148, 970, 2189)
ad-villa-subtitle: Calle Reina Regente número 1 (790, 872, 939, 886)
paragraph: Provecto impreso y repartirá al público el Reglamento del Ciclismo, que ayer aprobó el Ayuntamiento. (53, 1290, 275, 1332)
paragraph: Conceder dos meses de licencia al teniente alcalde señor Mercader. (53, 92, 275, 120)
paragraph: D. Carlos Román, de Bilbao; D. Angel Molina y señora, de Francia. (759, 1739, 970, 1766)
paragraph: Probablemente, mañana quedará abierta al público la exposición de cuadros del Sr. Revira en la calle de San Marcial número 37, planta baja. (292, 259, 508, 314)
paragraph: D. Auspicio Otaegui y Orcaizaguirre, presbítero y doctor de Sagrada Teología, natural y vecino de Pasajes, ha solicitado del señor Ministro de Fomento la cátedra de Religión del Instituto de esta capital. (526, 540, 741, 610)
paragraph: Ampliar la iluminación que el día 15 se instalará en el paseo de la Zurriola, y en la cual se emplearán de cuatro á cinco mil pesetas. (53, 245, 275, 286)
ad-diamantes (988, 303, 1203, 401)
paragraph: Las casas que alquilan velocípedos llevarán un libro registro, en el que se haga constar el nombre de la persona á quien se alquila y tiempo. (53, 1695, 275, 1736)
paragraph: Esta mañana á las nueve se verificarán en el velódromo de Ondarreta las pruebas de la bicicleta Auto-matrix. (292, 620, 508, 661)
headline-entradas: ENTRADAS Y SALIDAS (805, 2131, 924, 2143)
ad-marques-teran (292, 2146, 508, 2200)
ad-confiserie-title: Confiserie francaise (317, 802, 483, 825)
